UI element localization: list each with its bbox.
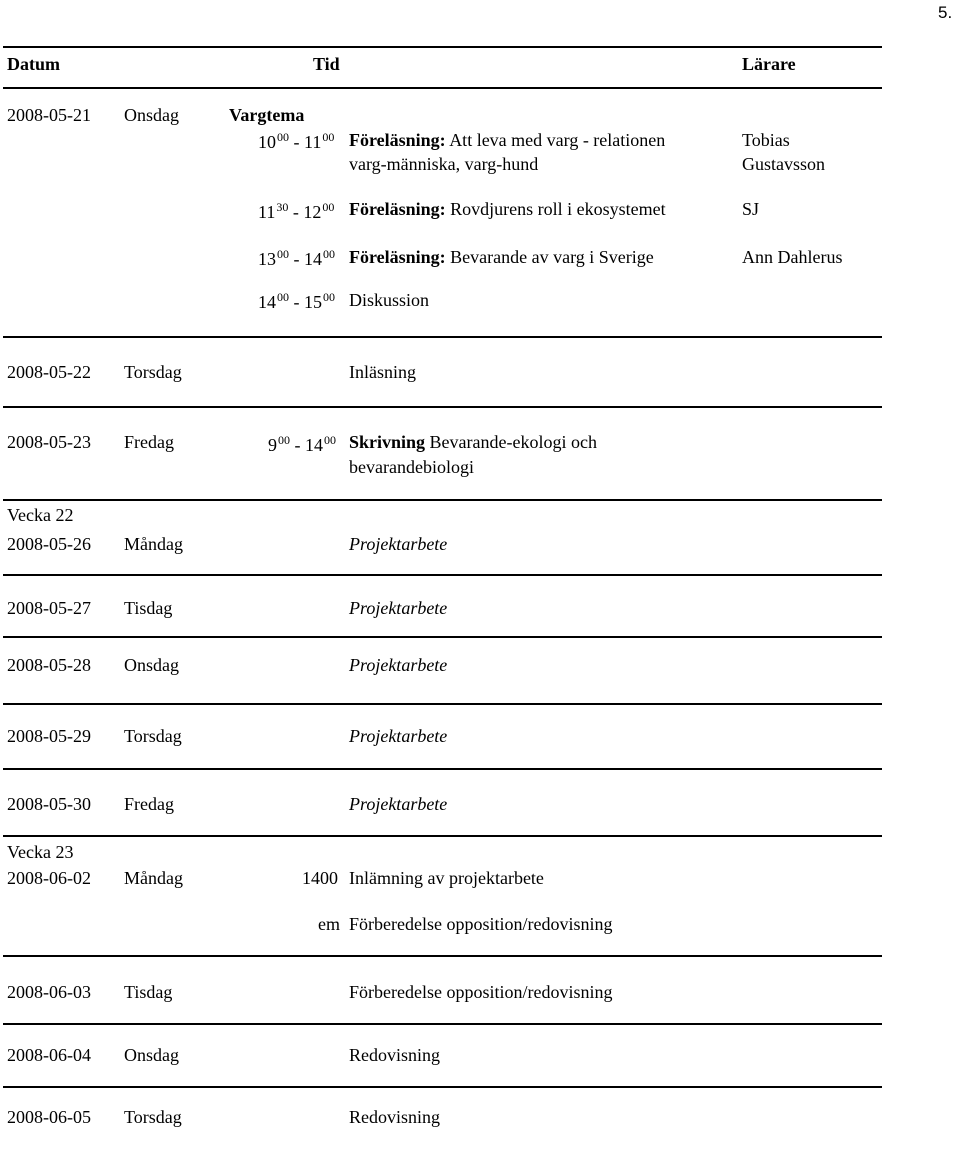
row-rule bbox=[3, 636, 882, 638]
row-day: Onsdag bbox=[124, 655, 179, 675]
row-day: Måndag bbox=[124, 534, 183, 554]
row-rule bbox=[3, 1023, 882, 1025]
session-description: Föreläsning: Bevarande av varg i Sverige bbox=[349, 247, 654, 267]
row-activity: Projektarbete bbox=[349, 534, 448, 554]
row-theme: Vargtema bbox=[229, 105, 305, 125]
row-activity: Projektarbete bbox=[349, 794, 448, 814]
row-activity: Projektarbete bbox=[349, 598, 448, 618]
row-activity-cont: bevarandebiologi bbox=[349, 457, 474, 477]
row-day: Torsdag bbox=[124, 362, 182, 382]
row-date: 2008-05-26 bbox=[7, 534, 91, 554]
row-day: Måndag bbox=[124, 868, 183, 888]
row-rule bbox=[3, 768, 882, 770]
week-label: Vecka 22 bbox=[7, 505, 74, 525]
row-rule bbox=[3, 336, 882, 338]
row-time: em bbox=[318, 914, 340, 934]
row-date: 2008-06-03 bbox=[7, 982, 91, 1002]
session-time: $13^{00} - 14^{00}$ bbox=[258, 247, 335, 269]
session-time: $11^{30} - 12^{00}$ bbox=[258, 200, 335, 222]
row-activity: Förberedelse opposition/redovisning bbox=[349, 982, 613, 1002]
row-date: 2008-06-04 bbox=[7, 1045, 91, 1065]
row-day: Onsdag bbox=[124, 1045, 179, 1065]
row-rule bbox=[3, 499, 882, 501]
table-top-rule bbox=[3, 46, 882, 48]
row-activity: Inläsning bbox=[349, 362, 416, 382]
row-rule bbox=[3, 406, 882, 408]
row-day: Tisdag bbox=[124, 982, 173, 1002]
session-teacher: Tobias bbox=[742, 130, 790, 150]
session-time: $10^{00} - 11^{00}$ bbox=[258, 130, 335, 152]
row-date: 2008-05-23 bbox=[7, 432, 91, 452]
row-date: 2008-06-05 bbox=[7, 1107, 91, 1127]
row-activity: Inlämning av projektarbete bbox=[349, 868, 544, 888]
row-day: Torsdag bbox=[124, 726, 182, 746]
header-datum: Datum bbox=[7, 54, 60, 74]
row-date: 2008-05-22 bbox=[7, 362, 91, 382]
session-teacher: Ann Dahlerus bbox=[742, 247, 843, 267]
session-time: $14^{00} - 15^{00}$ bbox=[258, 290, 335, 312]
row-activity: Redovisning bbox=[349, 1045, 441, 1065]
row-rule bbox=[3, 703, 882, 705]
header-larare: Lärare bbox=[742, 54, 796, 74]
row-day: Tisdag bbox=[124, 598, 173, 618]
row-rule bbox=[3, 835, 882, 837]
row-day: Torsdag bbox=[124, 1107, 182, 1127]
session-description: Föreläsning: Att leva med varg - relationen bbox=[349, 130, 666, 150]
header-tid: Tid bbox=[313, 54, 340, 74]
row-day: Onsdag bbox=[124, 105, 179, 125]
session-teacher: SJ bbox=[742, 199, 760, 219]
row-rule bbox=[3, 955, 882, 957]
row-rule bbox=[3, 574, 882, 576]
session-teacher-cont: Gustavsson bbox=[742, 154, 826, 174]
session-description: Diskussion bbox=[349, 290, 430, 310]
row-date: 2008-05-28 bbox=[7, 655, 91, 675]
row-date: 2008-05-30 bbox=[7, 794, 91, 814]
row-date: 2008-05-21 bbox=[7, 105, 91, 125]
session-description-cont: varg-människa, varg-hund bbox=[349, 154, 539, 174]
week-label: Vecka 23 bbox=[7, 842, 74, 862]
row-time: 1400 bbox=[302, 868, 338, 888]
session-description: Föreläsning: Rovdjurens roll i ekosystemet bbox=[349, 199, 666, 219]
row-date: 2008-05-29 bbox=[7, 726, 91, 746]
row-date: 2008-05-27 bbox=[7, 598, 91, 618]
row-date: 2008-06-02 bbox=[7, 868, 91, 888]
row-day: Fredag bbox=[124, 432, 174, 452]
row-rule bbox=[3, 1086, 882, 1088]
row-day: Fredag bbox=[124, 794, 174, 814]
row-activity: Redovisning bbox=[349, 1107, 441, 1127]
row-activity: Förberedelse opposition/redovisning bbox=[349, 914, 613, 934]
session-time: $9^{00} - 14^{00}$ bbox=[268, 433, 336, 455]
page-number: 5. bbox=[938, 3, 953, 22]
header-rule bbox=[3, 87, 882, 89]
row-activity: Projektarbete bbox=[349, 655, 448, 675]
row-activity: Projektarbete bbox=[349, 726, 448, 746]
row-activity: Skrivning Bevarande-ekologi och bbox=[349, 432, 597, 452]
